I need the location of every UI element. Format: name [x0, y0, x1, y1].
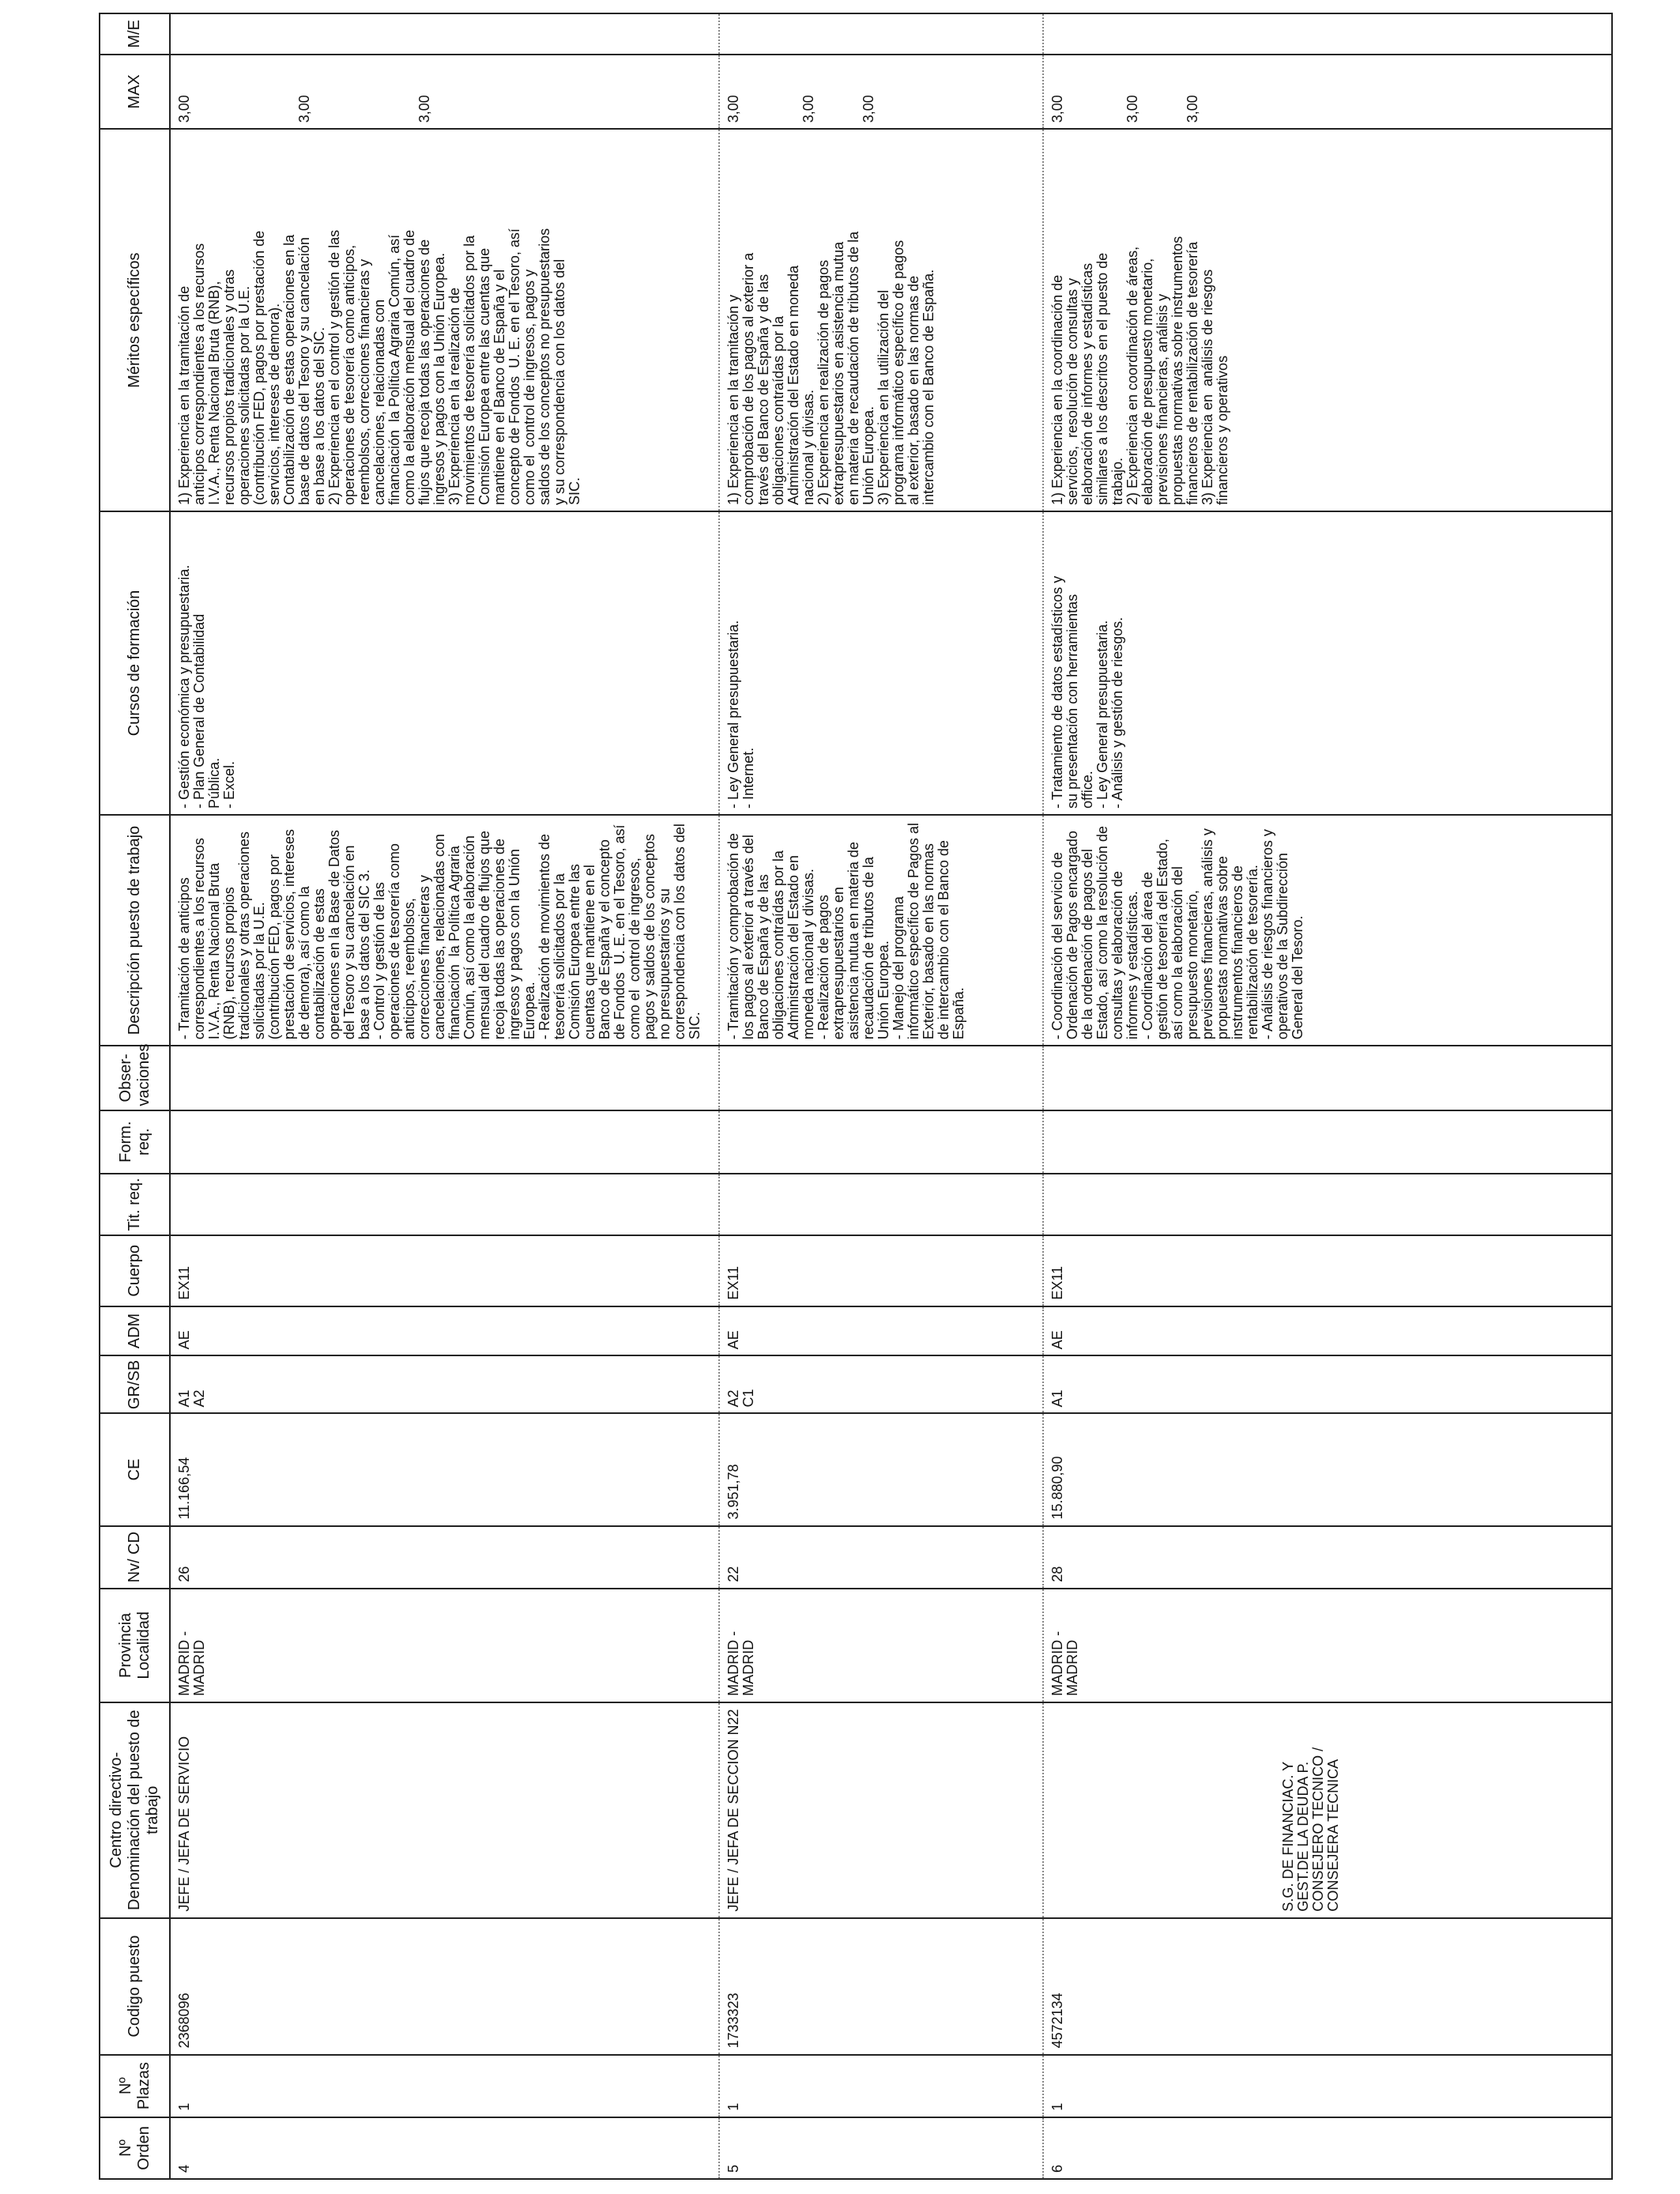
header-descripcion: Descripción puesto de trabajo [100, 815, 170, 1046]
cell-codigo: 4572134 [1043, 1918, 1612, 2055]
cell-tit [719, 1174, 1043, 1235]
cell-orden: 5 [719, 2117, 1043, 2179]
header-form: Form. req. [100, 1110, 170, 1174]
header-plazas: Nº Plazas [100, 2055, 170, 2117]
cell-descripcion: - Tramitación y comprobación de los pagos al exterior a través del Banco de España y de las obligaciones contraídas por la Administración del Estado en moneda nacional y divisas. - Realización de pagos extrapresupuestarios en asistencia mutua en materia de recaudación de tributos de la Unión Europea. - Manejo del programa informático específico de Pagos al Exterior, basado en las normas de intercambio con el Banco de España. [719, 815, 1043, 1046]
table-row [1043, 13, 1612, 2179]
cell-orden: 6 [1043, 2117, 1612, 2179]
cell-ce: 11.166,54 [170, 1413, 719, 1525]
cell-codigo: 1733323 [719, 1918, 1043, 2055]
header-orden: Nº Orden [100, 2117, 170, 2179]
cell-meritos: 1) Experiencia en la tramitación de anticipos correspondientes a los recursos I.V.A., Renta Nacional Bruta (RNB), recursos propios tradicionales y otras operaciones solicitadas por la U.E. (contribución FED, pagos por prestación de servicios, intereses de demora). Contabilización de estas operaciones en la base de datos del Tesoro y su cancelación en base a los datos del SIC. 2) Experiencia en el control y gestión de las operaciones de tesorería como anticipos, reembolsos, correcciones financieras y cancelaciones, relacionadas con financiación la Política Agraria Común, así como la elaboración mensual del cuadro de flujos que recoja todas las operaciones de ingresos y pagos con la Unión Europea. 3) Experiencia en la realización de movimientos de tesorería solicitados por la Comisión Europea entre las cuentas que mantiene en el Banco de España y el concepto de Fondos U. E. en el Tesoro, así como el control de ingresos, pagos y saldos de los conceptos no presupuestarios y su correspondencia con los datos del SIC. [170, 129, 719, 511]
cell-gr: A2 C1 [719, 1355, 1043, 1413]
cell-me [1043, 13, 1612, 55]
cell-gr: A1 [1043, 1355, 1612, 1413]
cell-form [170, 1110, 719, 1174]
cell-max: 3,00 3,00 3,00 [1043, 55, 1612, 130]
header-tit: Tit. req. [100, 1174, 170, 1235]
cell-cursos: - Ley General presupuestaria. - Internet. [719, 511, 1043, 815]
cell-cursos: - Gestión económica y presupuestaria. - Plan General de Contabilidad Pública. - Excel. [170, 511, 719, 815]
cell-cuerpo: EX11 [719, 1235, 1043, 1306]
cell-centro: JEFE / JEFA DE SECCION N22 [719, 1702, 1043, 1918]
cell-provincia: MADRID - MADRID [719, 1589, 1043, 1702]
cell-me [719, 13, 1043, 55]
cell-plazas: 1 [719, 2055, 1043, 2117]
cell-meritos: 1) Experiencia en la coordinación de servicios, resolución de consultas y elaboración de informes y estadísticas similares a los descritos en el puesto de trabajo. 2) Experiencia en coordinación de áreas, elaboración de presupuesto monetario, previsiones financieras, análisis y propuestas normativas sobre instrumentos financieros de rentabilización de tesorería 3) Experiencia en análisis de riesgos financieros y operativos [1043, 129, 1612, 511]
cell-max: 3,00 3,00 3,00 [170, 55, 719, 130]
cell-descripcion: - Coordinación del servicio de Ordenación de Pagos encargado de la ordenación de pagos del Estado, así como la resolución de consultas y elaboración de informes y estadísticas. - Coordinación del área de gestión de tesorería del Estado, así como la elaboración del presupuesto monetario, previsiones financieras, análisis y propuestas normativas sobre instrumentos financieros de rentabilización de tesorería. - Análisis de riesgos financieros y operativos de la Subdirección General del Tesoro. [1043, 815, 1612, 1046]
header-gr: GR/SB [100, 1355, 170, 1413]
cell-plazas: 1 [1043, 2055, 1612, 2117]
cell-plazas: 1 [170, 2055, 719, 2117]
cell-cuerpo: EX11 [170, 1235, 719, 1306]
cell-adm: AE [170, 1306, 719, 1356]
header-meritos: Méritos específicos [100, 129, 170, 511]
cell-provincia: MADRID - MADRID [1043, 1589, 1612, 1702]
cell-adm: AE [719, 1306, 1043, 1356]
header-ce: CE [100, 1413, 170, 1525]
header-cursos: Cursos de formación [100, 511, 170, 815]
header-cuerpo: Cuerpo [100, 1235, 170, 1306]
header-codigo: Codigo puesto [100, 1918, 170, 2055]
header-obs: Obser- vaciones [100, 1046, 170, 1110]
cell-provincia: MADRID - MADRID [170, 1589, 719, 1702]
header-row [100, 13, 170, 2179]
table-row [170, 13, 719, 2179]
cell-tit [1043, 1174, 1612, 1235]
cell-max: 3,00 3,00 3,00 [719, 55, 1043, 130]
header-me: M/E [100, 13, 170, 55]
cell-centro: JEFE / JEFA DE SERVICIO [170, 1702, 719, 1918]
header-max: MAX [100, 55, 170, 130]
cell-tit [170, 1174, 719, 1235]
cell-ce: 3.951,78 [719, 1413, 1043, 1525]
cell-nv: 28 [1043, 1526, 1612, 1589]
cell-descripcion: - Tramitación de anticipos correspondientes a los recursos I.V.A., Renta Nacional Bruta (RNB), recursos propios tradicionales y otras operaciones solicitadas por la U.E. (contribución FED, pagos por prestación de servicios, intereses de demora), así como la contabilización de estas operaciones en la Base de Datos del Tesoro y su cancelación en base a los datos del SIC 3. - Control y gestión de las operaciones de tesorería como anticipos, reembolsos, correcciones financieras y cancelaciones, relacionadas con financiación la Política Agraria Común, así como la elaboración mensual del cuadro de flujos que recoja todas las operaciones de ingresos y pagos con la Unión Europea. - Realización de movimientos de tesorería solicitados por la Comisión Europea entre las cuentas que mantiene en el Banco de España y el concepto de Fondos U. E. en el Tesoro, así como el control de ingresos, pagos y saldos de los conceptos no presupuestarios y su correspondencia con los datos del SIC. [170, 815, 719, 1046]
job-positions-table [99, 13, 1613, 2180]
cell-cuerpo: EX11 [1043, 1235, 1612, 1306]
cell-gr: A1 A2 [170, 1355, 719, 1413]
cell-obs [170, 1046, 719, 1110]
cell-meritos: 1) Experiencia en la tramitación y comprobación de los pagos al exterior a través del Banco de España y de las obligaciones contraídas por la Administración del Estado en moneda nacional y divisas. 2) Experiencia en realización de pagos extrapresupuestarios en asistencia mutua en materia de recaudación de tributos de la Unión Europea. 3) Experiencia en la utilización del programa informático específico de pagos al exterior, basado en las normas de intercambio con el Banco de España. [719, 129, 1043, 511]
cell-me [170, 13, 719, 55]
cell-centro: S.G. DE FINANCIAC. Y GEST.DE LA DEUDA P. CONSEJERO TECNICO / CONSEJERA TECNICA [1043, 1702, 1612, 1918]
cell-obs [1043, 1046, 1612, 1110]
cell-orden: 4 [170, 2117, 719, 2179]
cell-obs [719, 1046, 1043, 1110]
cell-adm: AE [1043, 1306, 1612, 1356]
header-provincia: Provincia Localidad [100, 1589, 170, 1702]
cell-cursos: - Tratamiento de datos estadísticos y su presentación con herramientas office. - Ley General presupuestaria. - Análisis y gestión de riesgos. [1043, 511, 1612, 815]
cell-nv: 26 [170, 1526, 719, 1589]
cell-form [719, 1110, 1043, 1174]
header-adm: ADM [100, 1306, 170, 1356]
header-nv: Nv/ CD [100, 1526, 170, 1589]
table-row [719, 13, 1043, 2179]
cell-ce: 15.880,90 [1043, 1413, 1612, 1525]
cell-codigo: 2368096 [170, 1918, 719, 2055]
cell-nv: 22 [719, 1526, 1043, 1589]
cell-form [1043, 1110, 1612, 1174]
header-centro: Centro directivo- Denominación del puesto de trabajo [100, 1702, 170, 1918]
